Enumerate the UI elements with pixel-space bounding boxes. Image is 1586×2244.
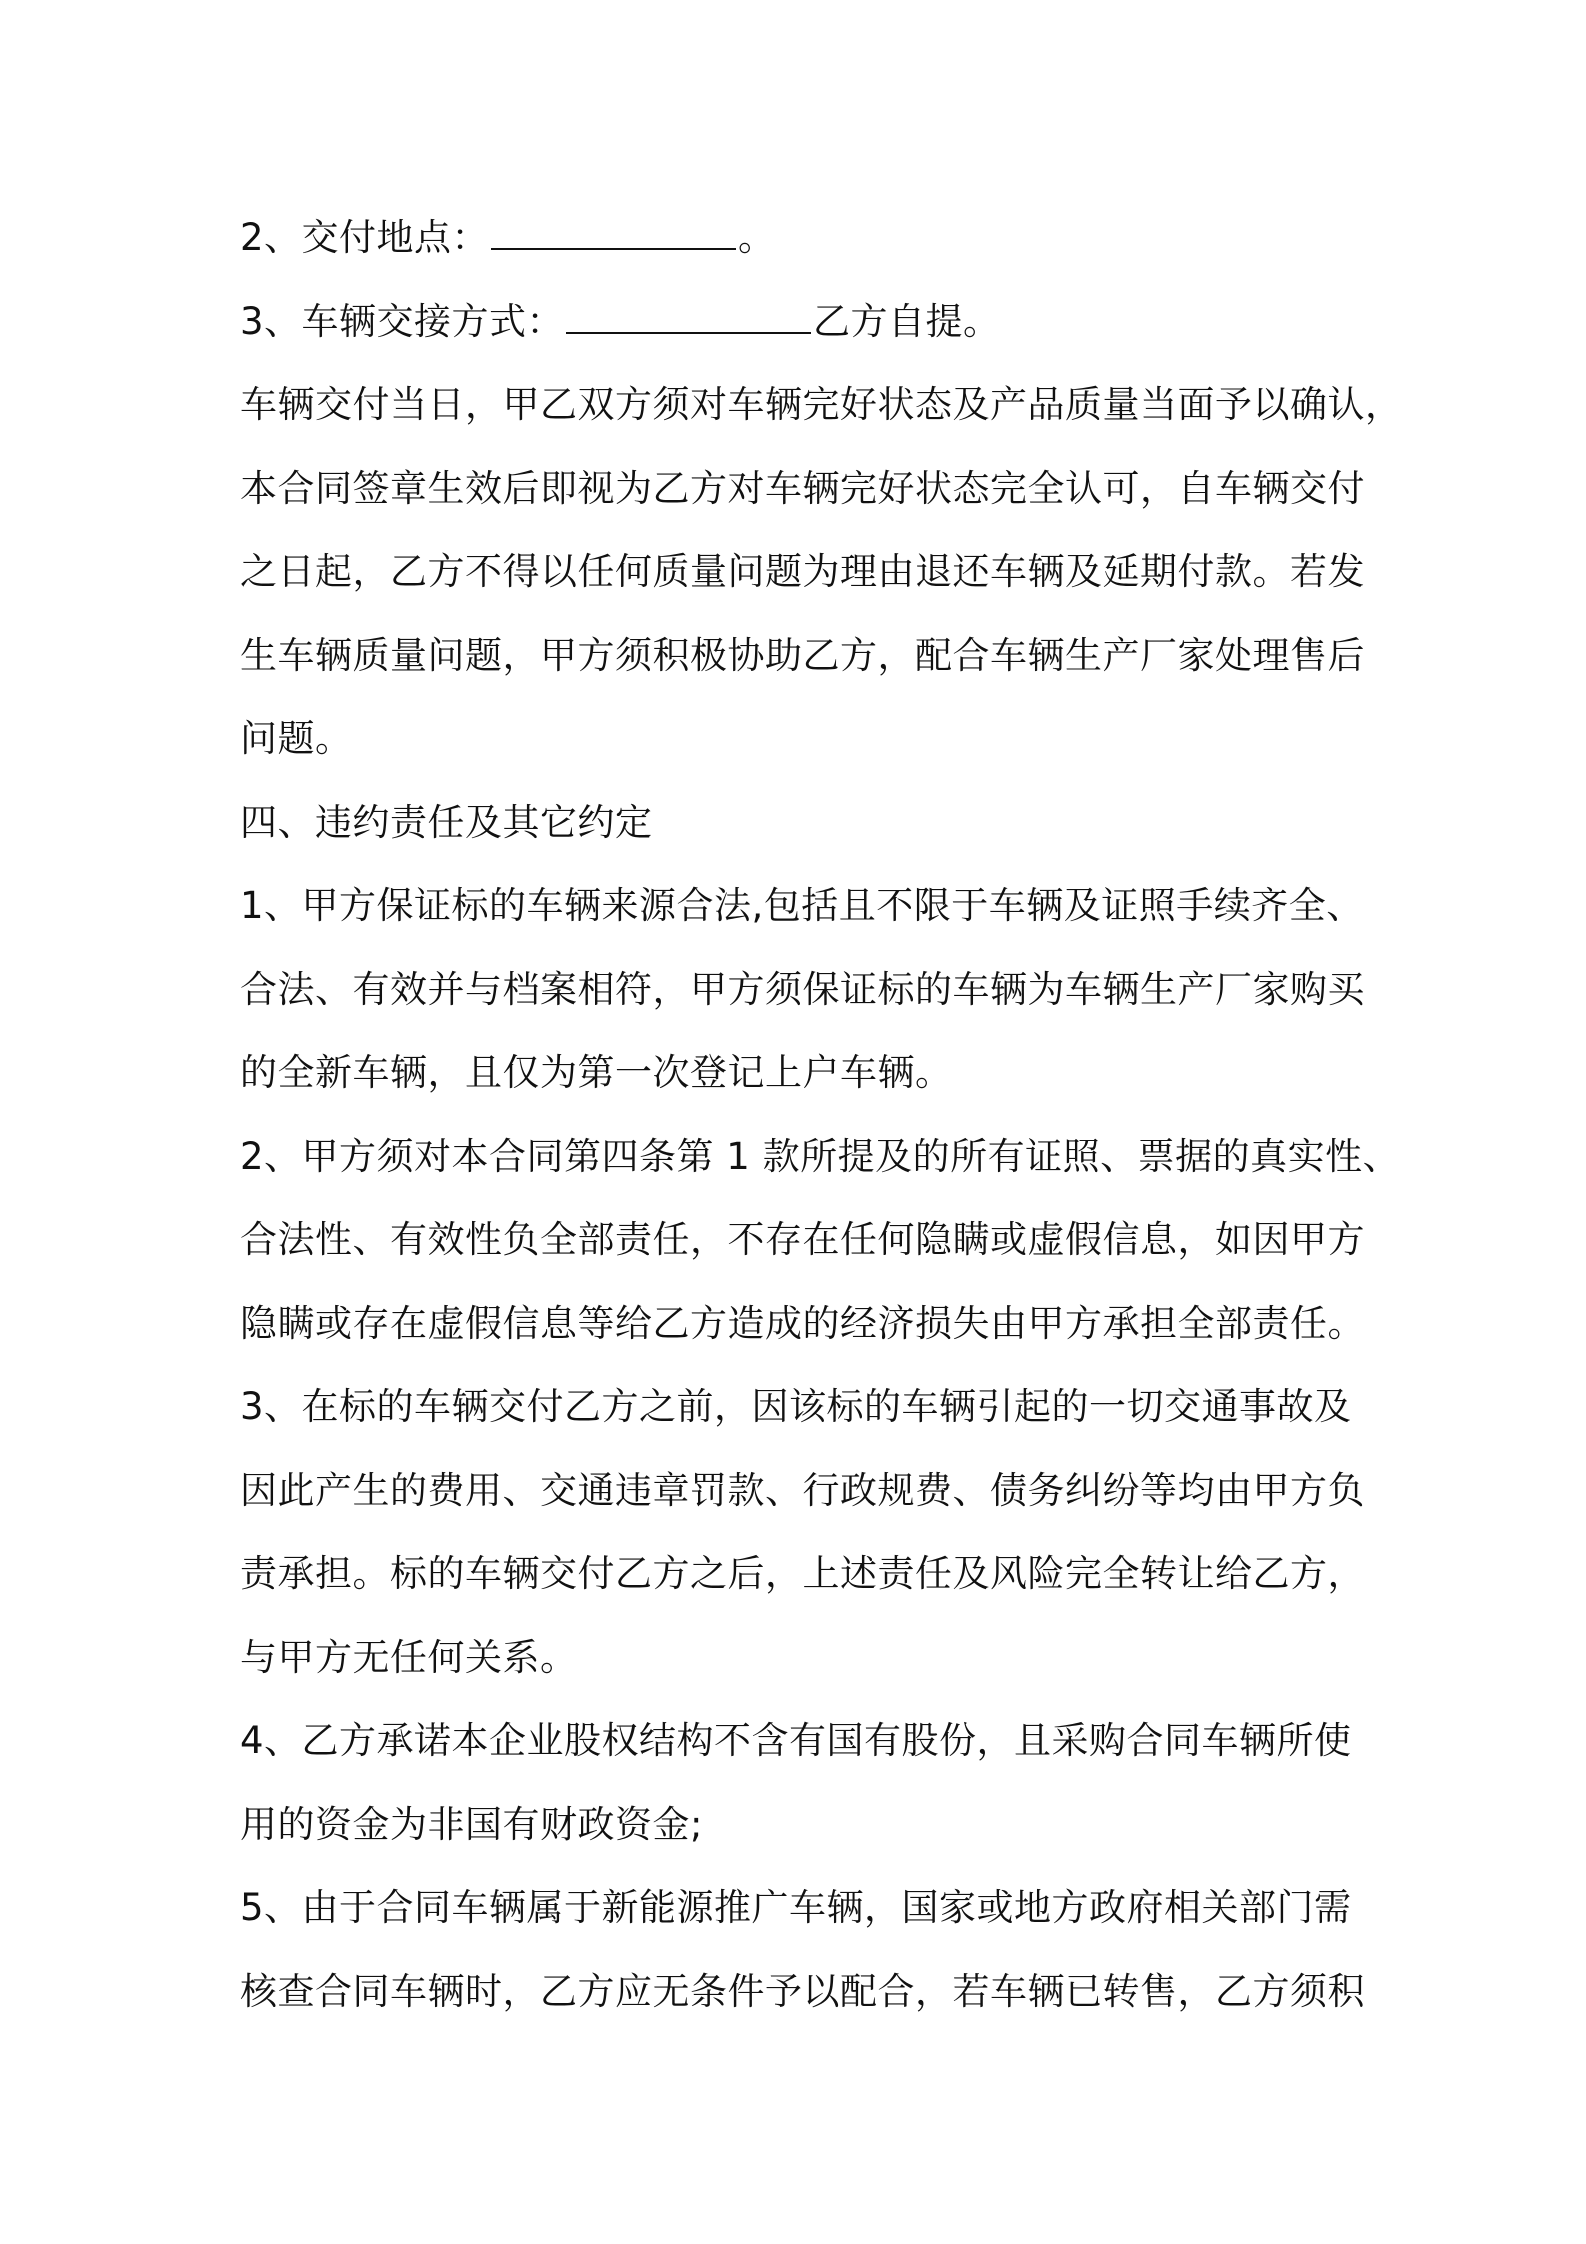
text-line: 责承担。标的车辆交付乙方之后，上述责任及风险完全转让给乙方， xyxy=(240,1552,1365,1595)
text-line: 1、甲方保证标的车辆来源合法,包括且不限于车辆及证照手续齐全、 xyxy=(240,884,1364,927)
text-line: 2、甲方须对本合同第四条第 1 款所提及的所有证照、票据的真实性、 xyxy=(240,1134,1401,1178)
text-line: 4、乙方承诺本企业股权结构不含有国有股份，且采购合同车辆所使 xyxy=(240,1719,1352,1762)
text-line: 之日起，乙方不得以任何质量问题为理由退还车辆及延期付款。若发 xyxy=(240,550,1365,593)
text-line: 与甲方无任何关系。 xyxy=(240,1635,578,1679)
text-line: 合法、有效并与档案相符，甲方须保证标的车辆为车辆生产厂家购买 xyxy=(240,967,1365,1011)
handover-method-label: 3、车辆交接方式： xyxy=(240,299,565,343)
handover-method-end: 乙方自提。 xyxy=(813,299,1001,343)
delivery-location-blank xyxy=(491,208,736,250)
section-heading: 四、违约责任及其它约定 xyxy=(240,800,653,844)
text-line: 的全新车辆，且仅为第一次登记上户车辆。 xyxy=(240,1051,953,1094)
text-line: 生车辆质量问题，甲方须积极协助乙方，配合车辆生产厂家处理售后 xyxy=(240,633,1365,677)
handover-method-line xyxy=(240,280,1360,364)
delivery-location-end: 。 xyxy=(738,216,776,259)
text-line: 用的资金为非国有财政资金; xyxy=(240,1802,703,1846)
text-line: 核查合同车辆时，乙方应无条件予以配合，若车辆已转售，乙方须积 xyxy=(240,1969,1365,2013)
delivery-location-line xyxy=(240,196,1360,280)
text-line: 车辆交付当日，甲乙双方须对车辆完好状态及产品质量当面予以确认， xyxy=(240,383,1403,426)
text-line: 本合同签章生效后即视为乙方对车辆完好状态完全认可，自车辆交付 xyxy=(240,466,1365,510)
text-line: 问题。 xyxy=(240,717,353,760)
delivery-location-label: 2、交付地点： xyxy=(240,216,490,259)
handover-method-blank xyxy=(566,292,811,334)
document-body xyxy=(240,196,1403,2033)
text-line: 因此产生的费用、交通违章罚款、行政规费、债务纠纷等均由甲方负 xyxy=(240,1468,1365,1512)
text-line: 合法性、有效性负全部责任，不存在任何隐瞒或虚假信息，如因甲方 xyxy=(240,1218,1365,1261)
text-line: 隐瞒或存在虚假信息等给乙方造成的经济损失由甲方承担全部责任。 xyxy=(240,1301,1365,1345)
text-line: 5、由于合同车辆属于新能源推广车辆，国家或地方政府相关部门需 xyxy=(240,1886,1352,1929)
text-line: 3、在标的车辆交付乙方之前，因该标的车辆引起的一切交通事故及 xyxy=(240,1385,1352,1428)
